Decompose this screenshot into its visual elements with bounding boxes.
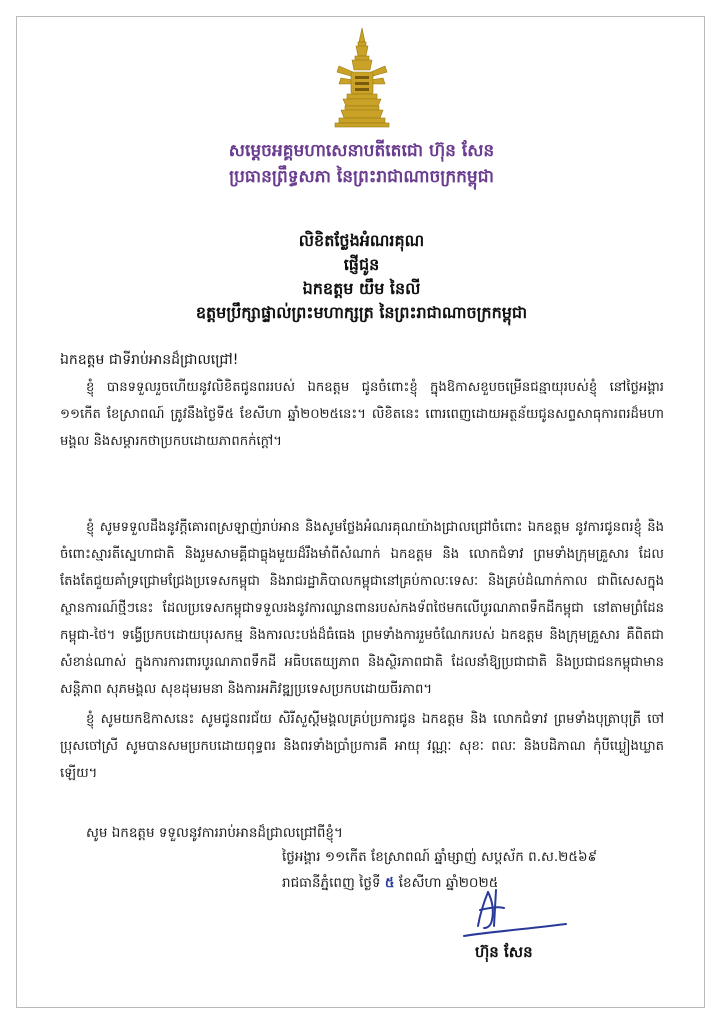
royal-emblem-icon [331, 26, 393, 128]
body-paragraph-3: ខ្ញុំ សូមយកឱកាសនេះ សូមជូនពរជ័យ សិរីសួស្តីមង្គលគ្រប់ប្រការជូន ឯកឧត្តម និង លោកជំទាវ ព្រមទាំងបុត្រាបុត្រី ចៅប្រុសចៅស្រី សូមបានសមប្រកបដោយពុទ្ធពរ និងពរទាំងប្រាំប្រការគឺ អាយុ វណ្ណៈ សុខៈ ពលៈ និងបដិភាណ កុំបីឃ្លៀងឃ្លាតឡើយ។ [60, 712, 664, 781]
sender-name: សម្តេចអគ្គមហាសេនាបតីតេជោ ហ៊ុន សែន [228, 141, 495, 161]
body-paragraph-1: ខ្ញុំ បានទទួលរួចហើយនូវលិខិតជូនពររបស់ ឯកឧត្តម ជូនចំពោះខ្ញុំ ក្នុងឱកាសខួបចម្រើនជន្មាយុរបស់ខ្ញុំ នៅថ្ងៃអង្គារ ១១កើត ខែស្រាពណ៍ ត្រូវនឹងថ្ងៃទី៥ ខែសីហា ឆ្នាំ២០២៥នេះ។ លិខិតនេះ ពោរពេញដោយអត្ថន័យជូនសព្ទសាធុការពរដ៏មហាមង្គល និងសម្តារកថាប្រកបដោយភាពកក់ក្តៅ។ [60, 380, 664, 449]
salutation: ឯកឧត្តម ជាទីរាប់អានដ៏ជ្រាលជ្រៅ! [60, 352, 239, 368]
place-date-suffix: ខែសីហា ឆ្នាំ២០២៥ [398, 875, 499, 891]
recipient-title: ឧត្តមប្រឹក្សាផ្ទាល់ព្រះមហាក្សត្រ នៃព្រះរាជាណាចក្រកម្ពុជា [195, 303, 528, 322]
handwritten-day: ៥ [384, 875, 395, 891]
place-date-prefix: រាជធានីភ្នំពេញ ថ្ងៃទី [282, 875, 381, 891]
letter-addressed-to: ផ្ញើជូន [343, 255, 380, 274]
handwritten-signature-icon [458, 880, 570, 944]
lunar-date: ថ្ងៃអង្គារ ១១កើត ខែស្រាពណ៍ ឆ្នាំម្សាញ់ សប្តស័ក ព.ស.២៥៦៩ [282, 849, 598, 865]
closing-line: សូម ឯកឧត្តម ទទួលនូវការរាប់អានដ៏ជ្រាលជ្រៅពីខ្ញុំ។ [86, 825, 343, 841]
body-paragraph-2: ខ្ញុំ សូមទទួលដឹងនូវក្តីគោរពស្រឡាញ់រាប់អាន និងសូមថ្លែងអំណរគុណយ៉ាងជ្រាលជ្រៅចំពោះ ឯកឧត្តម នូវការជូនពរខ្ញុំ និងចំពោះស្មារតីស្នេហាជាតិ និងរួមសាមគ្គីជាធ្លុងមួយដ៏រឹងមាំពីសំណាក់ ឯកឧត្តម និង លោកជំទាវ ព្រមទាំងក្រុមគ្រួសារ ដែលតែងតែជួយគាំទ្រជ្រោមជ្រែងប្រទេសកម្ពុជា និងរាជរដ្ឋាភិបាលកម្ពុជានៅគ្រប់កាលៈទេសៈ និងគ្រប់ដំណាក់កាល ជាពិសេសក្នុងស្ថានការណ៍ថ្មីៗនេះ ដែលប្រទេសកម្ពុជាទទួលរងនូវការឈ្លានពានរបស់កងទ័ពថៃមកលើបូរណភាពទឹកដីកម្ពុជា នៅតាមព្រំដែនកម្ពុជា-ថៃ។ ទង្វើប្រកបដោយបុរសកម្ម និងការលះបង់ដ៏ធំធេង ព្រមទាំងការរួមចំណែករបស់ ឯកឧត្តម និងក្រុមគ្រួសារ គឺពិតជាសំខាន់ណាស់ ក្នុងការការពារបូរណភាពទឹកដី អធិបតេយ្យភាព និងស្ថិរភាពជាតិ ដែលនាំឱ្យប្រជាជាតិ និងប្រជាជនកម្ពុជាមានសន្តិភាព សុភមង្គល សុខដុមរមនា និងការអភិវឌ្ឍប្រទេសប្រកបដោយចីរភាព។ [60, 520, 664, 697]
recipient-name: ឯកឧត្តម យឹម នៃលី [302, 279, 421, 298]
letter-title: លិខិតថ្លែងអំណរគុណ [298, 231, 425, 250]
signatory-name: ហ៊ុន សែន [475, 943, 533, 961]
sender-title: ប្រធានព្រឹទ្ធសភា នៃព្រះរាជាណាចក្រកម្ពុជា [229, 167, 494, 187]
